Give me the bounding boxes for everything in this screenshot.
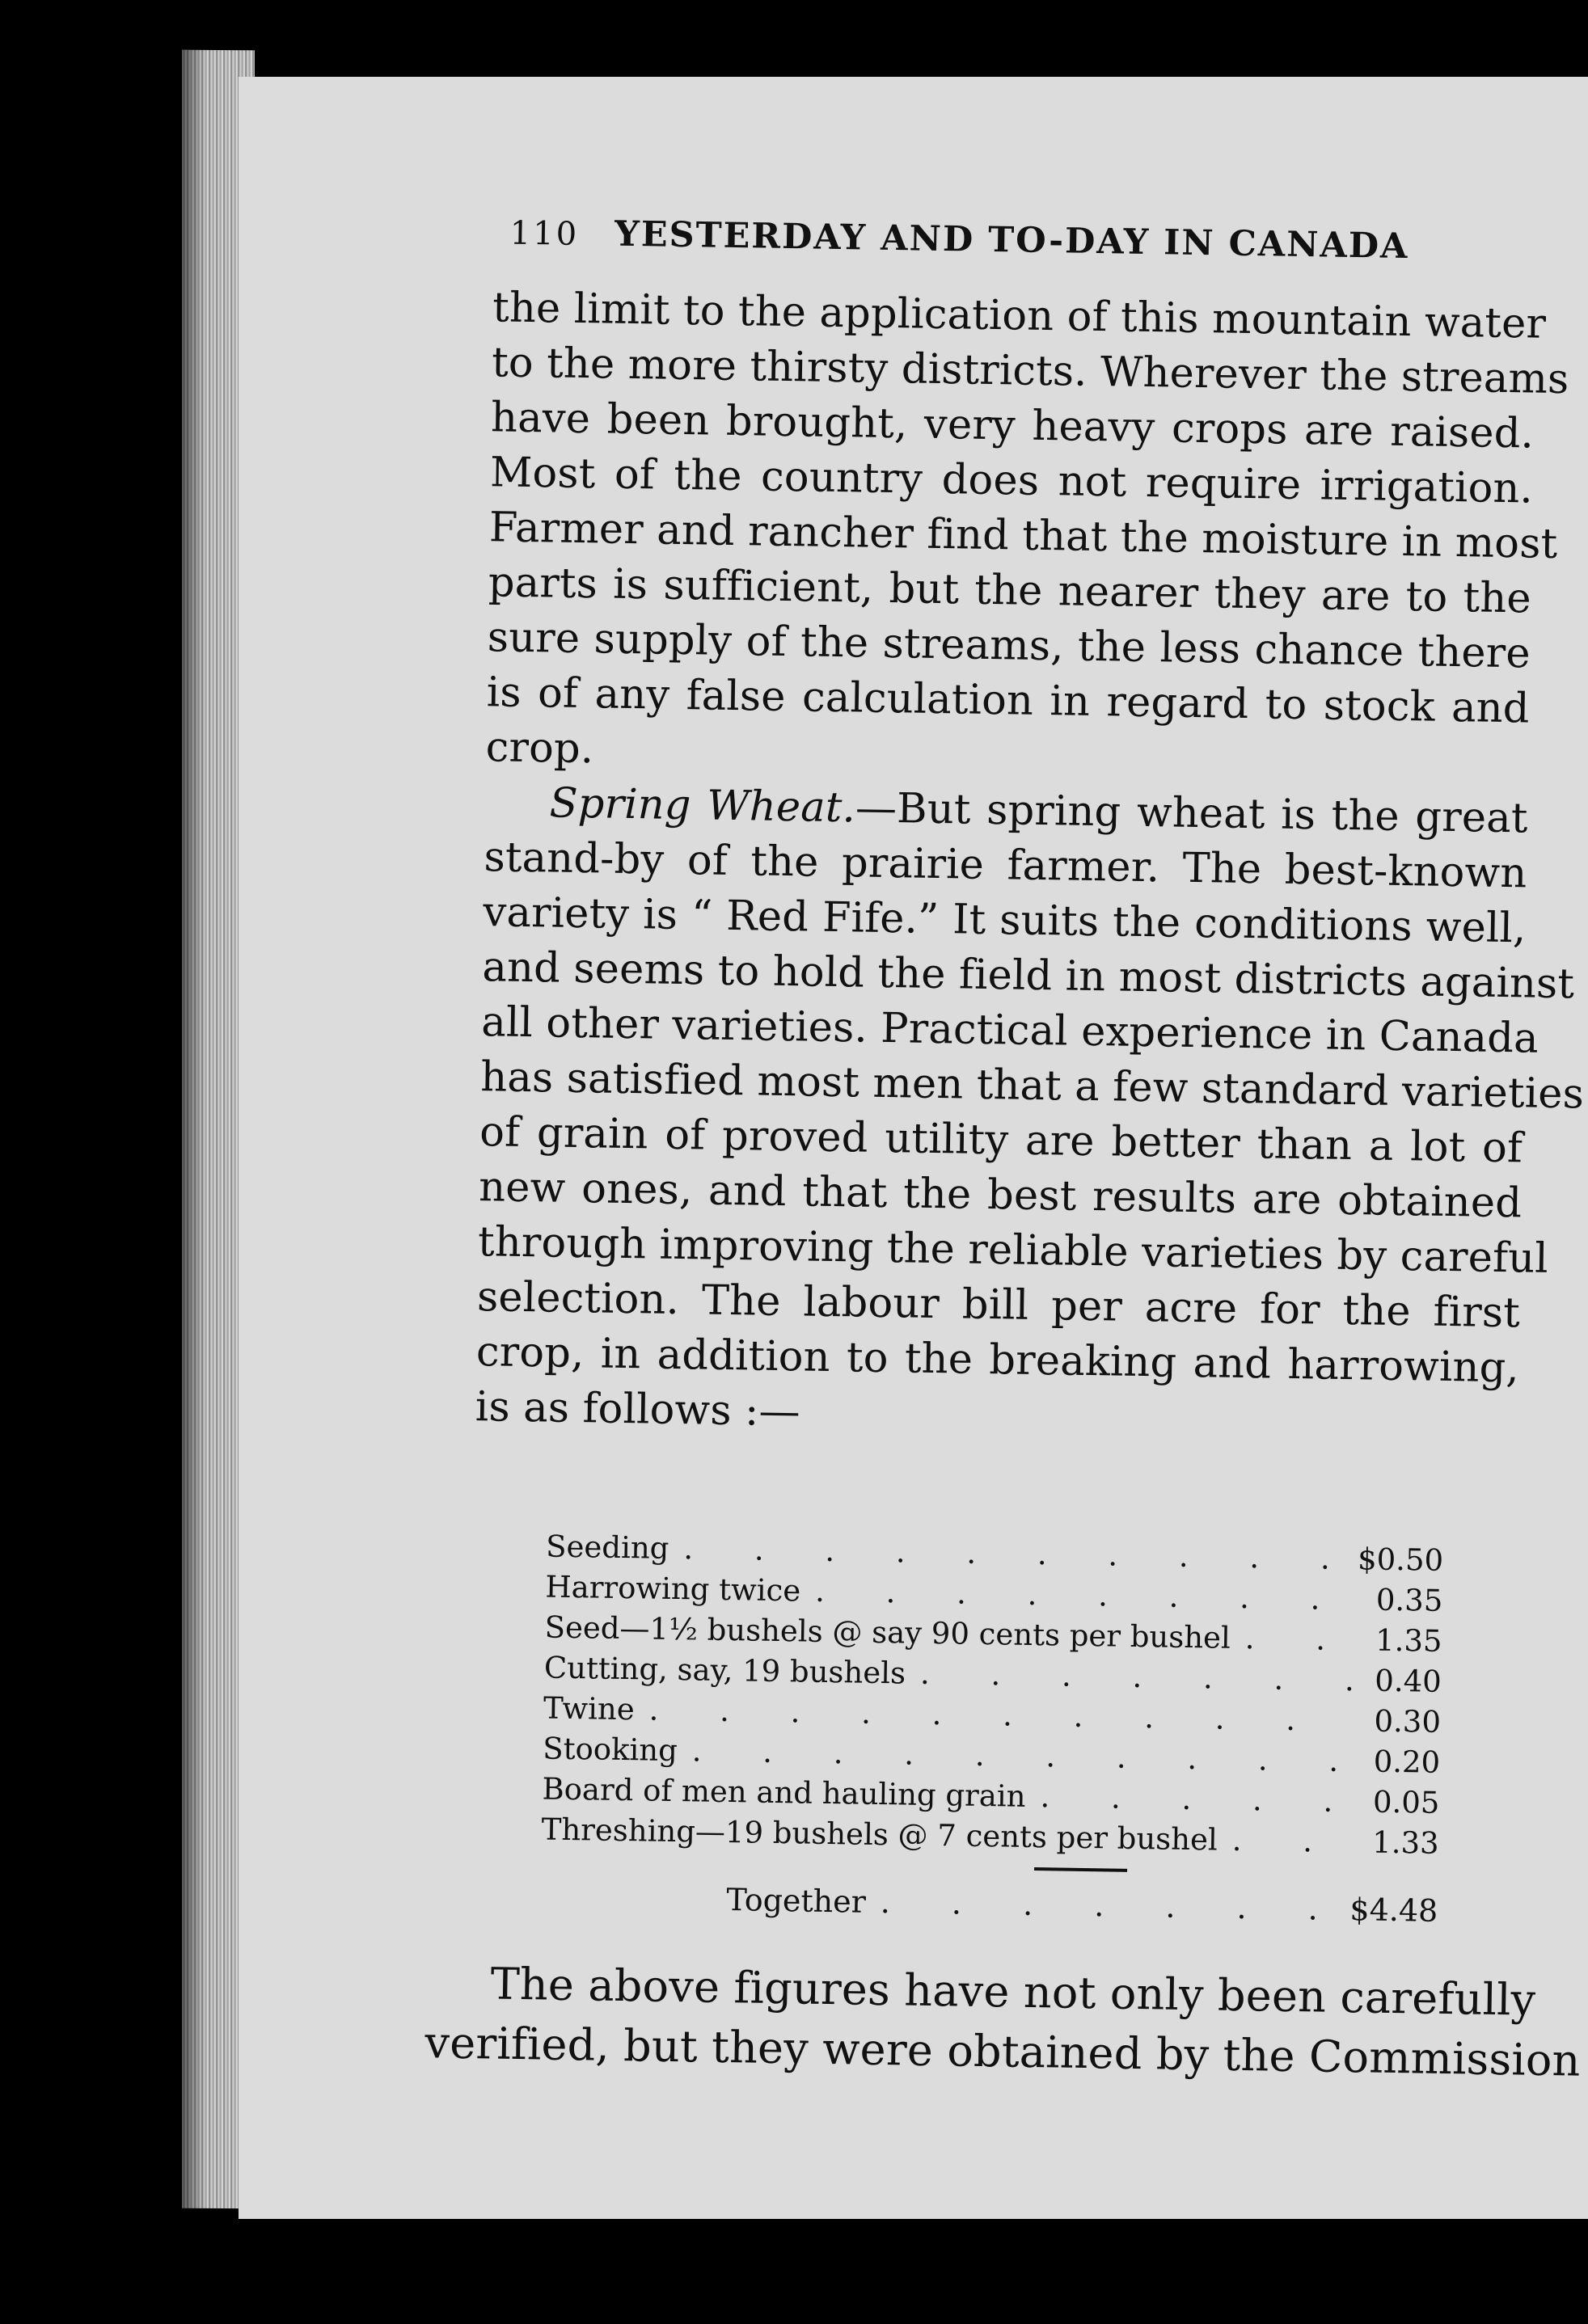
body-line: sure supply of the streams, the less chance there xyxy=(487,614,1531,678)
bill-item: Seed—1½ bushels @ say 90 cents per bushel xyxy=(544,1609,1231,1655)
running-head: YESTERDAY AND TO-DAY IN CANADA xyxy=(614,213,1409,268)
bill-item: Harrowing twice xyxy=(545,1569,801,1609)
dot-leader xyxy=(1025,1777,1351,1822)
bill-amount: 1.33 xyxy=(1371,1824,1439,1861)
dot-leader xyxy=(1217,1820,1350,1863)
section-line: of grain of proved utility are better than a lot of xyxy=(479,1108,1523,1173)
page-header xyxy=(509,213,1553,269)
section-line: selection. The labour bill per acre for the first xyxy=(476,1273,1521,1338)
closing-line: verified, but they were obtained by the Commission xyxy=(424,2017,1582,2086)
body-line: to the more thirsty districts. Wherever the streams xyxy=(491,339,1569,404)
section-line: all other varieties. Practical experience in Canada xyxy=(480,998,1539,1063)
dot-leader xyxy=(865,1879,1349,1932)
dot-leader xyxy=(1230,1618,1353,1660)
bill-amount: 0.20 xyxy=(1373,1744,1441,1780)
section-line: new ones, and that the best results are obtained xyxy=(478,1163,1523,1228)
total-rule xyxy=(1034,1867,1127,1872)
body-line: crop. xyxy=(485,723,594,774)
section-line: stand-by of the prairie farmer. The best-known xyxy=(484,833,1527,898)
body-line: the limit to the application of this mountain water xyxy=(492,284,1547,348)
body-line: Farmer and rancher find that the moisture in most xyxy=(488,504,1558,568)
bill-item: Threshing—19 bushels @ 7 cents per bushel xyxy=(541,1812,1218,1858)
bill-item: Stooking xyxy=(542,1731,678,1769)
body-text xyxy=(475,280,1585,1451)
book-page xyxy=(239,77,1588,2219)
section-line: through improving the reliable varieties by careful xyxy=(477,1218,1549,1283)
bill-total-amount: $4.48 xyxy=(1349,1892,1438,1929)
body-line: Most of the country does not require irrigation. xyxy=(489,449,1534,513)
page-number: 110 xyxy=(509,214,580,253)
bill-amount: 0.40 xyxy=(1375,1663,1442,1699)
bill-amount: 0.05 xyxy=(1372,1784,1440,1820)
labour-bill-table xyxy=(541,1526,1443,1863)
bill-amount: 0.30 xyxy=(1374,1703,1442,1740)
bill-amount: $0.50 xyxy=(1357,1542,1444,1578)
section-heading: Spring Wheat. xyxy=(549,779,856,833)
bill-item: Twine xyxy=(543,1690,636,1727)
section-line: and seems to hold the field in most districts against xyxy=(482,943,1575,1009)
closing-line: The above figures have not only been carefully xyxy=(490,1958,1536,2026)
body-line: is of any false calculation in regard to stock and xyxy=(486,669,1531,733)
bill-amount: 1.35 xyxy=(1375,1622,1442,1659)
bill-item: Cutting, say, 19 bushels xyxy=(543,1650,906,1691)
bill-total-row xyxy=(726,1877,1438,1934)
fore-edge-shadow xyxy=(182,50,206,2208)
section-line: crop, in addition to the breaking and harrowing, xyxy=(475,1328,1520,1393)
body-line: have been brought, very heavy crops are raised. xyxy=(490,394,1535,458)
section-line: has satisfied most men that a few standard varieties xyxy=(479,1053,1585,1119)
bill-item: Seeding xyxy=(545,1529,669,1566)
dot-leader xyxy=(906,1653,1354,1701)
bill-item: Board of men and hauling grain xyxy=(542,1771,1026,1814)
bill-amount: 0.35 xyxy=(1375,1582,1443,1618)
closing-paragraph xyxy=(424,1953,1582,2090)
section-line: is as follows :— xyxy=(475,1383,801,1436)
section-line: variety is “ Red Fife.” It suits the conditions well, xyxy=(483,888,1527,953)
section-first-line-text: —But spring wheat is the great xyxy=(855,784,1529,843)
bill-total-label: Together xyxy=(726,1882,867,1920)
page-content xyxy=(239,77,1588,2219)
body-line: parts is sufficient, but the nearer they are to the xyxy=(488,559,1532,623)
